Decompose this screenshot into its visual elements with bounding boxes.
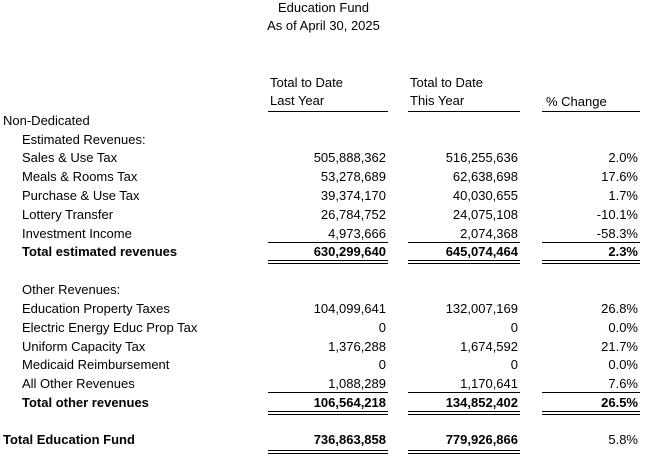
report-title: Education Fund (277, 0, 370, 15)
row-this-year: 2,074,368 (460, 226, 518, 241)
row-pct-change: 2.0% (608, 150, 638, 165)
row-label: Lottery Transfer (22, 207, 114, 222)
row-last-year: 4,973,666 (328, 226, 386, 241)
row-label: Electric Energy Educ Prop Tax (22, 320, 198, 335)
row-label: Meals & Rooms Tax (22, 169, 138, 184)
row-last-year: 39,374,170 (320, 188, 386, 203)
grand-total-double-rule-last-year (268, 450, 388, 454)
row-pct-change: 5.8% (608, 432, 638, 447)
row-last-year: 0 (378, 357, 386, 372)
estimated-revenues-heading: Estimated Revenues: (22, 132, 146, 147)
row-last-year: 106,564,218 (313, 395, 386, 410)
total-double-rule-last-year (268, 411, 388, 415)
header-underline-last-year (268, 111, 388, 112)
row-pct-change: 26.5% (601, 395, 638, 410)
row-pct-change: 7.6% (608, 376, 638, 391)
col-last-year-header-line1: Total to Date (270, 75, 343, 90)
row-pct-change: 26.8% (601, 301, 638, 316)
row-last-year: 505,888,362 (313, 150, 386, 165)
row-label: Investment Income (22, 226, 132, 241)
col-last-year-header-line2: Last Year (270, 93, 325, 108)
row-pct-change: 0.0% (608, 357, 638, 372)
section-non-dedicated: Non-Dedicated (3, 113, 90, 128)
report-subtitle: As of April 30, 2025 (267, 18, 380, 33)
col-this-year-header-line2: This Year (410, 93, 465, 108)
subtotal-rule-last-year (268, 242, 388, 243)
row-label: All Other Revenues (22, 376, 135, 391)
row-last-year: 0 (378, 320, 386, 335)
row-this-year: 134,852,402 (445, 395, 518, 410)
subtotal-rule-this-year (408, 392, 520, 393)
row-last-year: 630,299,640 (313, 244, 386, 259)
row-last-year: 1,088,289 (328, 376, 386, 391)
row-pct-change: 1.7% (608, 188, 638, 203)
row-this-year: 24,075,108 (452, 207, 518, 222)
row-pct-change: -10.1% (596, 207, 638, 222)
grand-total-double-rule-this-year (408, 450, 520, 454)
total-double-rule-pct-change (542, 260, 640, 264)
row-label: Total estimated revenues (22, 244, 178, 259)
row-pct-change: 17.6% (601, 169, 638, 184)
row-pct-change: -58.3% (596, 226, 638, 241)
row-last-year: 26,784,752 (320, 207, 386, 222)
row-last-year: 53,278,689 (320, 169, 386, 184)
row-this-year: 779,926,866 (445, 432, 518, 447)
subtotal-rule-this-year (408, 242, 520, 243)
row-this-year: 0 (510, 357, 518, 372)
row-label: Total other revenues (22, 395, 149, 410)
row-this-year: 645,074,464 (445, 244, 518, 259)
other-revenues-heading: Other Revenues: (22, 282, 121, 297)
total-double-rule-this-year (408, 411, 520, 415)
row-pct-change: 2.3% (608, 244, 638, 259)
subtotal-rule-last-year (268, 392, 388, 393)
subtotal-rule-pct-change (542, 392, 640, 393)
row-this-year: 40,030,655 (452, 188, 518, 203)
subtotal-rule-pct-change (542, 242, 640, 243)
col-this-year-header-line1: Total to Date (410, 75, 483, 90)
row-last-year: 736,863,858 (313, 432, 386, 447)
row-last-year: 1,376,288 (328, 339, 386, 354)
row-pct-change: 21.7% (601, 339, 638, 354)
total-double-rule-this-year (408, 260, 520, 264)
header-underline-pct-change (542, 111, 640, 112)
row-last-year: 104,099,641 (313, 301, 386, 316)
row-label: Sales & Use Tax (22, 150, 118, 165)
row-this-year: 0 (510, 320, 518, 335)
header-underline-this-year (408, 111, 520, 112)
row-this-year: 516,255,636 (445, 150, 518, 165)
row-this-year: 62,638,698 (452, 169, 518, 184)
row-label: Education Property Taxes (22, 301, 170, 316)
row-this-year: 1,170,641 (460, 376, 518, 391)
row-pct-change: 0.0% (608, 320, 638, 335)
row-label: Total Education Fund (3, 432, 135, 447)
row-label: Purchase & Use Tax (22, 188, 140, 203)
row-label: Uniform Capacity Tax (22, 339, 146, 354)
row-label: Medicaid Reimbursement (22, 357, 170, 372)
total-double-rule-pct-change (542, 411, 640, 415)
col-pct-change-header: % Change (546, 94, 607, 109)
row-this-year: 1,674,592 (460, 339, 518, 354)
total-double-rule-last-year (268, 260, 388, 264)
row-this-year: 132,007,169 (445, 301, 518, 316)
